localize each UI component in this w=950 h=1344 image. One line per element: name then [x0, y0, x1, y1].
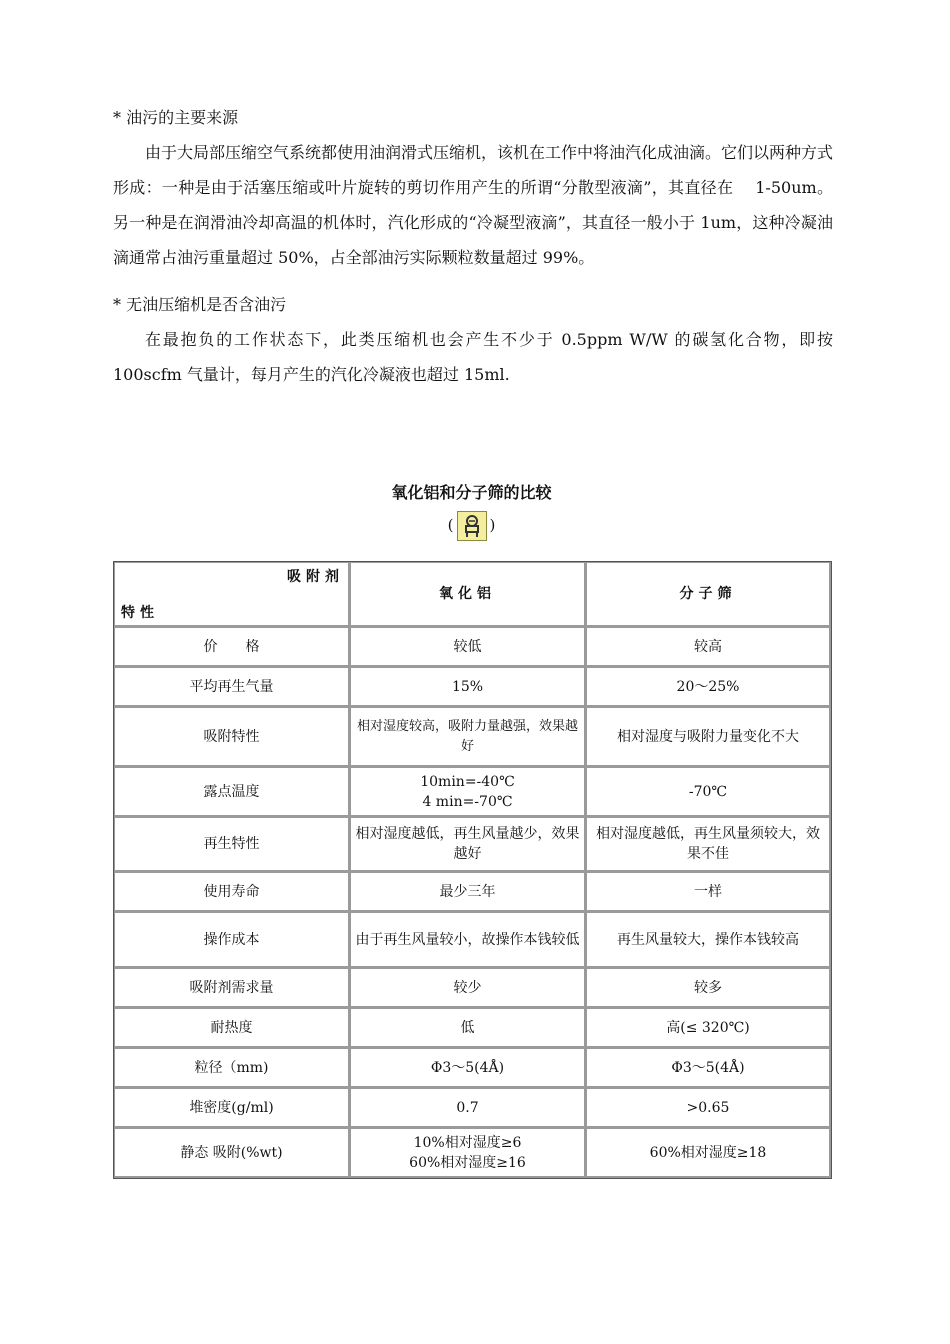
section-title-oil-free: * 无油压缩机是否含油污	[113, 295, 287, 314]
row-alumina-value: 由于再生风量较小，故操作本钱较低	[350, 912, 586, 968]
row-label: 吸附剂需求量	[114, 968, 350, 1008]
paragraph-oil-free: 在最抱负的工作状态下，此类压缩机也会产生不少于 0.5ppm W/W 的碳氢化合物，即按 100scfm 气量计，每月产生的汽化冷凝液也超过 15ml.	[113, 330, 833, 384]
row-label: 平均再生气量	[114, 667, 350, 707]
row-sieve-value: -70℃	[586, 767, 831, 817]
row-sieve-value: 较多	[586, 968, 831, 1008]
table-row	[114, 1088, 831, 1128]
paren-open: (	[447, 516, 454, 534]
row-alumina-value: 15%	[350, 667, 586, 707]
comparison-table	[113, 561, 832, 1179]
paragraph-oil-sources	[113, 135, 833, 275]
table-row	[114, 1048, 831, 1088]
row-alumina-value	[350, 1128, 586, 1178]
header-corner-cell	[114, 562, 350, 627]
row-label: 价 格	[114, 627, 350, 667]
row-label: 粒径（mm)	[114, 1048, 350, 1088]
adsorption-line1: 10%相对湿度≥6	[413, 1134, 522, 1151]
table-row	[114, 1008, 831, 1048]
row-sieve-value: 20～25%	[586, 667, 831, 707]
header-corner-bottom: 特性	[121, 605, 159, 621]
row-alumina-value: 最少三年	[350, 872, 586, 912]
row-label: 操作成本	[114, 912, 350, 968]
row-alumina-value: 低	[350, 1008, 586, 1048]
dew-point-line1: 10min=-40℃	[420, 773, 515, 790]
row-label: 耐热度	[114, 1008, 350, 1048]
row-sieve-value: 相对湿度越低，再生风量须较大，效果不佳	[586, 817, 831, 872]
table-row	[114, 767, 831, 817]
row-alumina-value	[350, 767, 586, 817]
table-row	[114, 817, 831, 872]
row-alumina-value: 相对湿度越低，再生风量越少，效果越好	[350, 817, 586, 872]
row-label: 再生特性	[114, 817, 350, 872]
paragraph-oil-sources-part1: 由于大局部压缩空气系统都使用油润滑式压缩机，该机在工作中将油汽化成油滴。它们以两种方式形成：一种是由于活塞压缩或叶片旋转的剪切作用产生的所谓“分散型液滴”，其直径在	[113, 143, 834, 197]
header-molecular-sieve: 分子筛	[586, 562, 831, 627]
row-alumina-value: 较少	[350, 968, 586, 1008]
table-row	[114, 707, 831, 767]
table-row	[114, 1128, 831, 1178]
row-label: 露点温度	[114, 767, 350, 817]
header-corner-top: 吸附剂	[287, 569, 344, 585]
paragraph-oil-sources-part2: 1-50um。另一种是在润滑油冷却高温的机体时，汽化形成的“冷凝型液滴”，其直径一般小于 1um，这种冷凝油滴通常占油污重量超过 50%，占全部油污实际颗粒数量超过 99%。	[113, 178, 833, 267]
section-title-oil-sources: * 油污的主要来源	[113, 108, 239, 127]
row-sieve-value: 高(≤ 320℃)	[586, 1008, 831, 1048]
body-text	[113, 100, 833, 392]
dew-point-line2: 4 min=-70℃	[422, 793, 513, 810]
row-sieve-value: 一样	[586, 872, 831, 912]
table-row	[114, 912, 831, 968]
table-icon-row	[113, 507, 830, 543]
table-header-row	[114, 562, 831, 627]
row-sieve-value: Φ3～5(4Å)	[586, 1048, 831, 1088]
table-row	[114, 667, 831, 707]
header-alumina: 氧化铝	[350, 562, 586, 627]
row-alumina-value: 较低	[350, 627, 586, 667]
row-sieve-value: 相对湿度与吸附力量变化不大	[586, 707, 831, 767]
row-sieve-value: >0.65	[586, 1088, 831, 1128]
gear-person-icon[interactable]	[457, 511, 487, 541]
row-label: 堆密度(g/ml)	[114, 1088, 350, 1128]
table-title: 氧化铝和分子筛的比较	[391, 483, 552, 502]
row-sieve-value: 60%相对湿度≥18	[586, 1128, 831, 1178]
table-row	[114, 627, 831, 667]
paren-close: )	[489, 516, 496, 534]
row-label: 静态 吸附(%wt)	[114, 1128, 350, 1178]
table-row	[114, 872, 831, 912]
row-alumina-value: 相对湿度较高，吸附力量越强，效果越好	[350, 707, 586, 767]
adsorption-line2: 60%相对湿度≥16	[409, 1154, 526, 1171]
row-alumina-value: Φ3～5(4Å)	[350, 1048, 586, 1088]
row-sieve-value: 再生风量较大，操作本钱较高	[586, 912, 831, 968]
row-label: 吸附特性	[114, 707, 350, 767]
row-sieve-value: 较高	[586, 627, 831, 667]
row-alumina-value: 0.7	[350, 1088, 586, 1128]
table-row	[114, 968, 831, 1008]
row-label: 使用寿命	[114, 872, 350, 912]
